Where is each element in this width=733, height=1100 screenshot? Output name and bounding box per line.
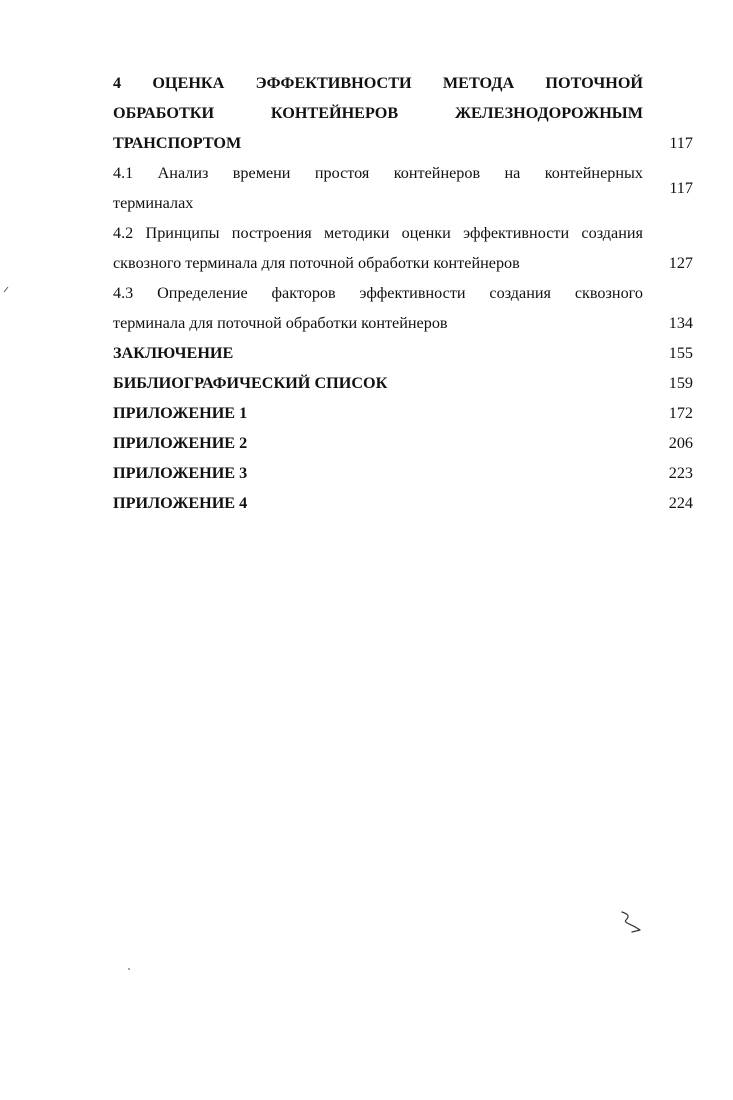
toc-4-1-line-2: терминалах xyxy=(113,194,194,212)
toc-bibliography-title: БИБЛИОГРАФИЧЕСКИЙ СПИСОК xyxy=(113,374,388,392)
toc-appendix-4-page: 224 xyxy=(668,494,693,512)
toc-appendix-2-page: 206 xyxy=(668,434,693,452)
toc-chapter-4-page: 117 xyxy=(669,134,693,152)
toc-conclusion-page: 155 xyxy=(668,344,693,362)
toc-appendix-1-page: 172 xyxy=(668,404,693,422)
toc-bibliography-page: 159 xyxy=(668,374,693,392)
table-of-contents xyxy=(113,68,693,518)
toc-4-2-page: 127 xyxy=(668,254,693,272)
toc-appendix-3-title: ПРИЛОЖЕНИЕ 3 xyxy=(113,464,248,482)
toc-entry-chapter-4[interactable] xyxy=(113,68,693,158)
toc-chapter-4-line-3: ТРАНСПОРТОМ xyxy=(113,134,242,152)
scan-speck-mark xyxy=(2,284,12,294)
toc-entry-bibliography[interactable] xyxy=(113,368,693,398)
toc-4-1-page: 117 xyxy=(669,179,693,197)
toc-4-1-title xyxy=(113,158,643,218)
handwritten-pen-mark xyxy=(618,908,648,938)
scan-dot-mark xyxy=(126,966,132,972)
toc-entry-conclusion[interactable] xyxy=(113,338,693,368)
toc-4-3-title xyxy=(113,278,643,338)
toc-entry-appendix-4[interactable] xyxy=(113,488,693,518)
toc-4-2-line-2: сквозного терминала для поточной обработки контейнеров xyxy=(113,254,520,272)
toc-entry-appendix-2[interactable] xyxy=(113,428,693,458)
toc-appendix-2-title: ПРИЛОЖЕНИЕ 2 xyxy=(113,434,248,452)
toc-4-1-line-1: 4.1 Анализ времени простоя контейнеров на контейнерных xyxy=(113,164,643,182)
toc-chapter-4-line-1: 4 ОЦЕНКА ЭФФЕКТИВНОСТИ МЕТОДА ПОТОЧНОЙ xyxy=(113,74,643,92)
toc-appendix-1-title: ПРИЛОЖЕНИЕ 1 xyxy=(113,404,248,422)
toc-4-2-title xyxy=(113,218,643,278)
toc-entry-appendix-3[interactable] xyxy=(113,458,693,488)
toc-4-3-page: 134 xyxy=(668,314,693,332)
toc-appendix-3-page: 223 xyxy=(668,464,693,482)
toc-conclusion-title: ЗАКЛЮЧЕНИЕ xyxy=(113,344,234,362)
toc-entry-4-1[interactable] xyxy=(113,158,693,218)
toc-4-3-line-1: 4.3 Определение факторов эффективности создания сквозного xyxy=(113,284,643,302)
toc-4-2-line-1: 4.2 Принципы построения методики оценки эффективности создания xyxy=(113,224,643,242)
toc-entry-4-3[interactable] xyxy=(113,278,693,338)
toc-appendix-4-title: ПРИЛОЖЕНИЕ 4 xyxy=(113,494,248,512)
toc-chapter-4-line-2: ОБРАБОТКИ КОНТЕЙНЕРОВ ЖЕЛЕЗНОДОРОЖНЫМ xyxy=(113,104,643,122)
toc-chapter-4-title xyxy=(113,68,643,158)
toc-entry-4-2[interactable] xyxy=(113,218,693,278)
toc-entry-appendix-1[interactable] xyxy=(113,398,693,428)
toc-4-3-line-2: терминала для поточной обработки контейнеров xyxy=(113,314,448,332)
